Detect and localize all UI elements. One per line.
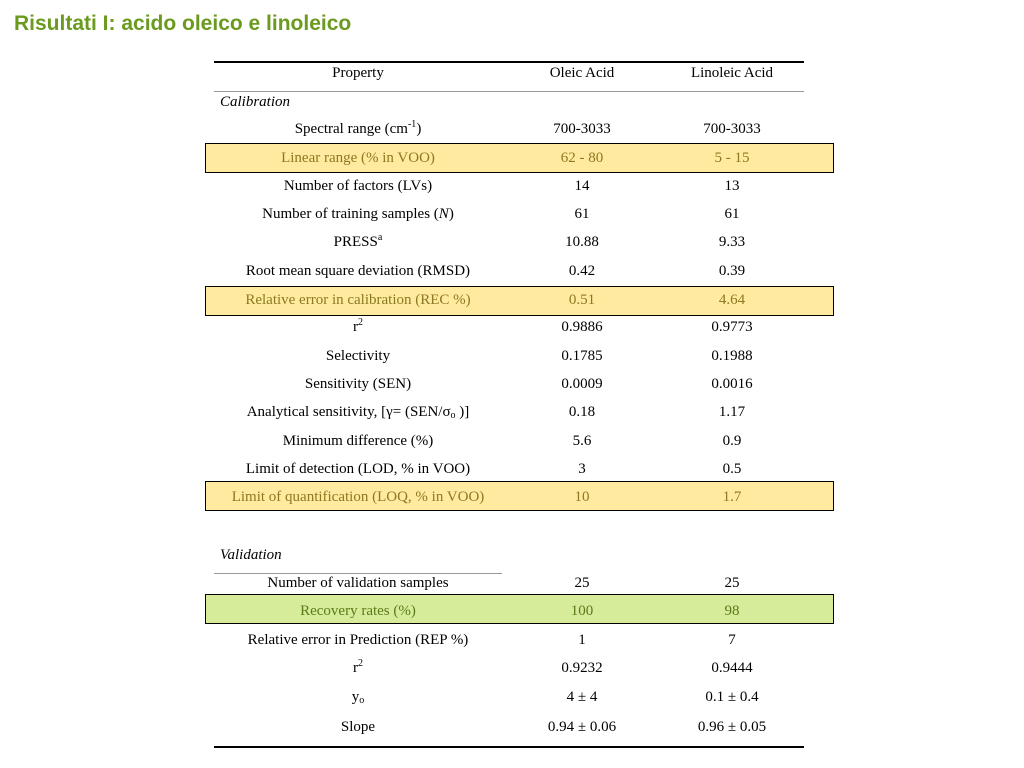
row-label-superscript: 2: [358, 658, 363, 669]
row-oleic-value: 0.9886: [561, 319, 603, 335]
row-label-subscript: o: [450, 410, 456, 421]
row-label-text: Analytical sensitivity, [γ= (SEN/σ: [246, 404, 451, 420]
header-oleic: Oleic Acid: [549, 65, 615, 81]
row-label-superscript: 2: [358, 317, 363, 328]
row-label: [214, 626, 502, 654]
row-label-text: Number of factors (LVs): [283, 178, 433, 194]
row-label-superscript: a: [377, 232, 383, 243]
row-oleic-value: 61: [574, 206, 590, 222]
table-header-row: [0, 59, 1024, 87]
table-row: [0, 713, 1024, 741]
row-oleic-value: 0.94 ± 0.06: [547, 719, 617, 735]
row-label-superscript: -1: [407, 119, 417, 130]
table-row: [0, 286, 1024, 314]
row-oleic-value: 0.18: [568, 404, 596, 420]
row-label-text: Number of training samples (: [262, 206, 439, 222]
row-linoleic-value: 0.39: [718, 263, 746, 279]
row-label-text: Sensitivity (SEN): [304, 376, 412, 392]
table-row: [0, 228, 1024, 256]
row-linoleic-value: 5 - 15: [714, 150, 750, 166]
row-label-text: r: [353, 319, 358, 335]
row-label: [214, 144, 502, 172]
row-oleic-value: 14: [574, 178, 590, 194]
row-label: [214, 172, 502, 200]
row-label-text: Minimum difference (%): [282, 433, 434, 449]
row-label-text: Recovery rates (%): [300, 603, 416, 619]
row-label-suffix: )]: [455, 404, 470, 420]
row-oleic-value: 25: [574, 575, 590, 591]
table-bottom-rule: [214, 746, 804, 748]
row-linoleic-value: 0.0016: [711, 376, 753, 392]
row-label: [214, 313, 502, 341]
row-label: [214, 342, 502, 370]
row-oleic-value: 0.0009: [561, 376, 603, 392]
table-row: [0, 483, 1024, 511]
row-label: [214, 286, 502, 314]
row-linoleic-value: 0.9444: [711, 660, 753, 676]
section-calibration: Calibration: [220, 94, 291, 110]
row-label: [214, 597, 502, 625]
header-bottom-rule: [214, 91, 804, 92]
row-label-subscript: o: [359, 695, 365, 706]
table-row: [0, 200, 1024, 228]
table-row: [0, 455, 1024, 483]
table-row: [0, 144, 1024, 172]
row-label: [214, 228, 502, 256]
row-linoleic-value: 98: [724, 603, 740, 619]
row-linoleic-value: 1.7: [722, 489, 742, 505]
row-linoleic-value: 0.96 ± 0.05: [697, 719, 767, 735]
row-oleic-value: 4 ± 4: [566, 689, 598, 705]
row-label: [214, 455, 502, 483]
row-oleic-value: 100: [570, 603, 594, 619]
row-label: [214, 257, 502, 285]
table-row: [0, 370, 1024, 398]
row-oleic-value: 1: [578, 632, 586, 648]
row-label-text: Limit of detection (LOD, % in VOO): [245, 461, 471, 477]
page-title: Risultati I: acido oleico e linoleico: [14, 12, 352, 35]
table-row: [0, 115, 1024, 143]
row-label: [214, 115, 502, 143]
row-label: [214, 427, 502, 455]
row-oleic-value: 0.9232: [561, 660, 603, 676]
row-oleic-value: 10: [574, 489, 590, 505]
row-linoleic-value: 4.64: [718, 292, 746, 308]
header-linoleic: Linoleic Acid: [690, 65, 774, 81]
row-label: [214, 713, 502, 741]
row-label-text: PRESS: [333, 234, 378, 250]
row-label-suffix: ): [416, 121, 422, 137]
row-label-text: Linear range (% in VOO): [281, 150, 435, 166]
row-linoleic-value: 9.33: [718, 234, 746, 250]
row-linoleic-value: 13: [724, 178, 740, 194]
row-label-text: Relative error in calibration (REC %): [245, 292, 471, 308]
header-property: Property: [332, 65, 384, 81]
row-label: [214, 370, 502, 398]
row-oleic-value: 10.88: [565, 234, 599, 250]
row-label-text: r: [353, 660, 358, 676]
row-oleic-value: 5.6: [572, 433, 592, 449]
row-linoleic-value: 25: [724, 575, 740, 591]
row-label-text: y: [351, 689, 360, 705]
table-row: [0, 597, 1024, 625]
row-oleic-value: 0.1785: [561, 348, 603, 364]
row-label: [214, 683, 502, 711]
row-linoleic-value: 700-3033: [703, 121, 761, 137]
row-label-text: Relative error in Prediction (REP %): [247, 632, 469, 648]
row-linoleic-value: 61: [724, 206, 740, 222]
row-linoleic-value: 0.9: [722, 433, 742, 449]
table-row: [0, 342, 1024, 370]
row-label-italic: N: [438, 206, 449, 222]
row-oleic-value: 62 - 80: [560, 150, 604, 166]
table-row: [0, 569, 1024, 597]
section-validation: Validation: [220, 547, 282, 563]
row-linoleic-value: 0.1988: [711, 348, 753, 364]
row-label-text: Spectral range (cm: [294, 121, 408, 137]
table-row: [0, 626, 1024, 654]
table-row: [0, 172, 1024, 200]
row-oleic-value: 700-3033: [553, 121, 611, 137]
row-label: [214, 569, 502, 597]
row-oleic-value: 3: [578, 461, 586, 477]
row-linoleic-value: 0.1 ± 0.4: [705, 689, 759, 705]
row-label: [214, 654, 502, 682]
row-label-text: Limit of quantification (LOQ, % in VOO): [231, 489, 485, 505]
row-linoleic-value: 0.9773: [711, 319, 753, 335]
table-row: [0, 427, 1024, 455]
row-label: [214, 398, 502, 426]
row-linoleic-value: 1.17: [718, 404, 746, 420]
row-label-text: Selectivity: [325, 348, 391, 364]
row-label-text: Number of validation samples: [267, 575, 449, 591]
row-oleic-value: 0.51: [568, 292, 596, 308]
row-label-text: Slope: [340, 719, 376, 735]
row-label: [214, 200, 502, 228]
table-row: [0, 257, 1024, 285]
table-row: [0, 398, 1024, 426]
table-row: [0, 654, 1024, 682]
row-linoleic-value: 7: [728, 632, 736, 648]
table-row: [0, 683, 1024, 711]
row-label-text: Root mean square deviation (RMSD): [245, 263, 471, 279]
row-label-suffix: ): [448, 206, 454, 222]
row-label: [214, 483, 502, 511]
row-linoleic-value: 0.5: [722, 461, 742, 477]
row-oleic-value: 0.42: [568, 263, 596, 279]
table-row: [0, 313, 1024, 341]
